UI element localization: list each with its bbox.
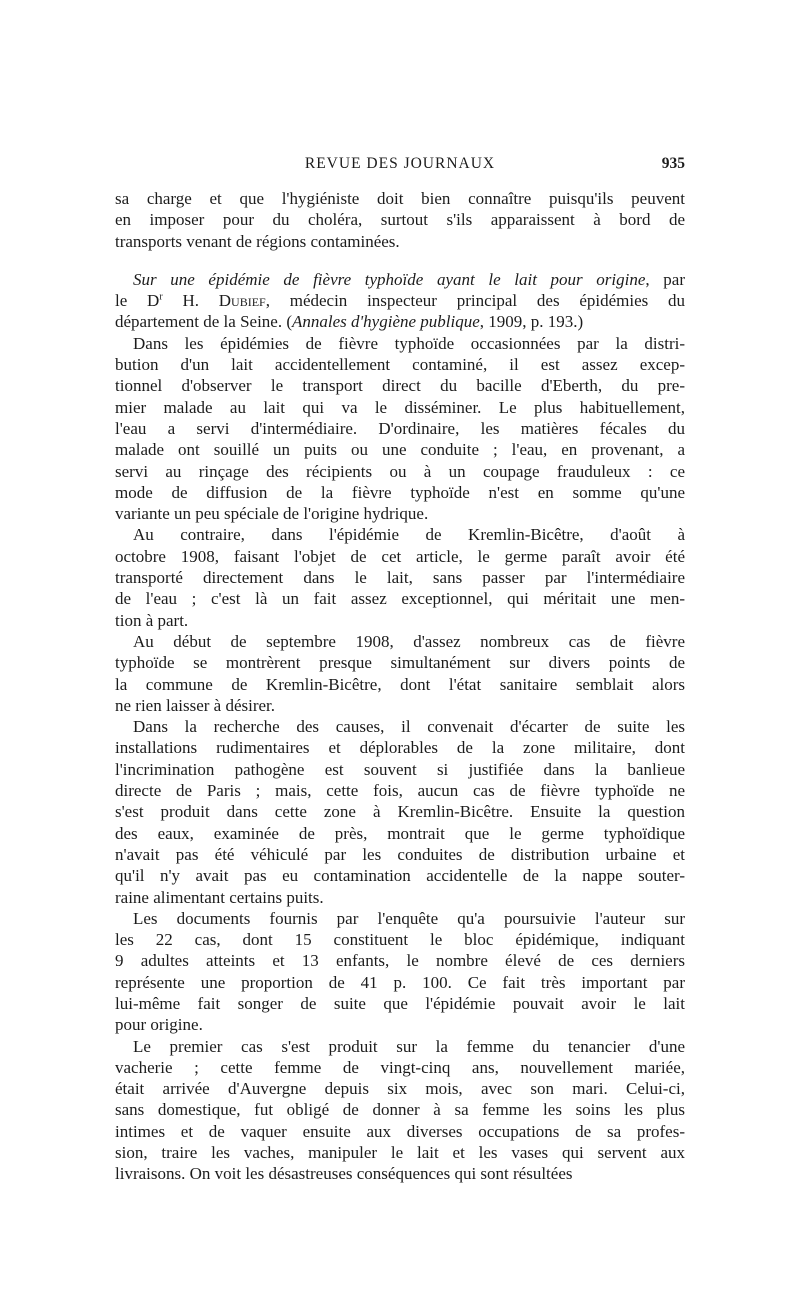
text-line: transporté directement dans le lait, sans passer par l'intermédiaire [115,568,685,588]
text-line: l'incrimination pathogène est souvent si justifiée dans la banlieue [115,759,685,779]
text-line: octobre 1908, faisant l'objet de cet article, le germe paraît avoir été [115,546,685,566]
text-line: malade ont souillé un puits ou une conduite ; l'eau, en provenant, a [115,440,685,460]
text-line: intimes et de vaquer ensuite aux diverses occupations de sa profes- [115,1121,685,1141]
paragraph [115,716,685,908]
text-line: pour origine. [115,1015,203,1035]
text-line: la commune de Kremlin-Bicêtre, dont l'état sanitaire semblait alors [115,674,685,694]
text-line: des eaux, examinée de près, montrait que le germe typhoïdique [115,823,685,843]
paragraph [115,908,685,1036]
text-line: servi au rinçage des récipients ou à un coupage frauduleux : ce [115,461,685,481]
citation-line: Sur une épidémie de fièvre typhoïde ayant le lait pour origine, par [133,269,685,289]
article-citation [115,269,685,333]
text-line: Au début de septembre 1908, d'assez nombreux cas de fièvre [133,631,685,651]
running-head [115,152,685,178]
intro-paragraph [115,188,685,252]
text-line: raine alimentant certains puits. [115,887,324,907]
text-line: tion à part. [115,610,189,630]
text-line: lui-même fait songer de suite que l'épidémie pouvait avoir le lait [115,993,685,1013]
text-line: installations rudimentaires et déplorables de la zone militaire, dont [115,738,685,758]
text-line: sans domestique, fut obligé de donner à sa femme les soins les plus [115,1100,685,1120]
text-line: les 22 cas, dont 15 constituent le bloc épidémique, indiquant [115,930,685,950]
text-line: vacherie ; cette femme de vingt-cinq ans, nouvellement mariée, [115,1057,685,1077]
body-text [115,188,685,1185]
text-line: représente une proportion de 41 p. 100. Ce fait très important par [115,972,685,992]
text-line: typhoïde se montrèrent presque simultanément sur divers points de [115,653,685,673]
text-line: Dans les épidémies de fièvre typhoïde occasionnées par la distri- [133,333,685,353]
citation-line: le $D^r$ H. Dubief, médecin inspecteur principal des épidémies du [115,291,686,311]
section-gap [115,252,685,269]
text-line: livraisons. On voit les désastreuses conséquences qui sont résultées [115,1164,573,1184]
paragraph [115,524,685,630]
text-line: Dans la recherche des causes, il convenait d'écarter de suite les [133,717,685,737]
text-line: Au contraire, dans l'épidémie de Kremlin-Bicêtre, d'août à [133,525,685,545]
text-line: tionnel d'observer le transport direct du bacille d'Eberth, du pre- [115,376,685,396]
text-line: de l'eau ; c'est là un fait assez exceptionnel, qui méritait une men- [115,589,685,609]
paragraph [115,1036,685,1185]
running-title: REVUE DES JOURNAUX [304,155,496,172]
text-line: qu'il n'y avait pas eu contamination accidentelle de la nappe souter- [115,866,685,886]
text-line: variante un peu spéciale de l'origine hydrique. [115,504,429,524]
page-number: 935 [661,155,685,172]
text-line: transports venant de régions contaminées. [115,231,400,251]
text-line: bution d'un lait accidentellement contaminé, il est assez excep- [115,355,685,375]
citation-line: département de la Seine. (Annales d'hygiène publique, 1909, p. 193.) [115,312,584,332]
text-line: n'avait pas été véhiculé par les conduites de distribution urbaine et [115,844,685,864]
text-line: ne rien laisser à désirer. [115,695,276,715]
text-line: mode de diffusion de la fièvre typhoïde n'est en somme qu'une [115,482,685,502]
text-line: Le premier cas s'est produit sur la femme du tenancier d'une [133,1036,685,1056]
text-line: directe de Paris ; mais, cette fois, aucun cas de fièvre typhoïde ne [115,781,685,801]
paragraph [115,631,685,716]
article-body [115,333,685,1185]
text-line: Les documents fournis par l'enquête qu'a poursuivie l'auteur sur [133,908,685,928]
text-line: en imposer pour du choléra, surtout s'ils apparaissent à bord de [115,210,685,230]
text-line: 9 adultes atteints et 13 enfants, le nombre élevé de ces derniers [115,951,685,971]
text-line: l'eau a servi d'intermédiaire. D'ordinaire, les matières fécales du [115,418,685,438]
text-line: mier malade au lait qui va le disséminer. Le plus habituellement, [115,397,685,417]
text-line: était arrivée d'Auvergne depuis six mois, avec son mari. Celui-ci, [115,1079,685,1099]
text-line: sion, traire les vaches, manipuler le lait et les vases qui servent aux [115,1143,685,1163]
text-line: s'est produit dans cette zone à Kremlin-Bicêtre. Ensuite la question [115,802,685,822]
paragraph [115,333,685,525]
text-line: sa charge et que l'hygiéniste doit bien connaître puisqu'ils peuvent [115,189,685,208]
